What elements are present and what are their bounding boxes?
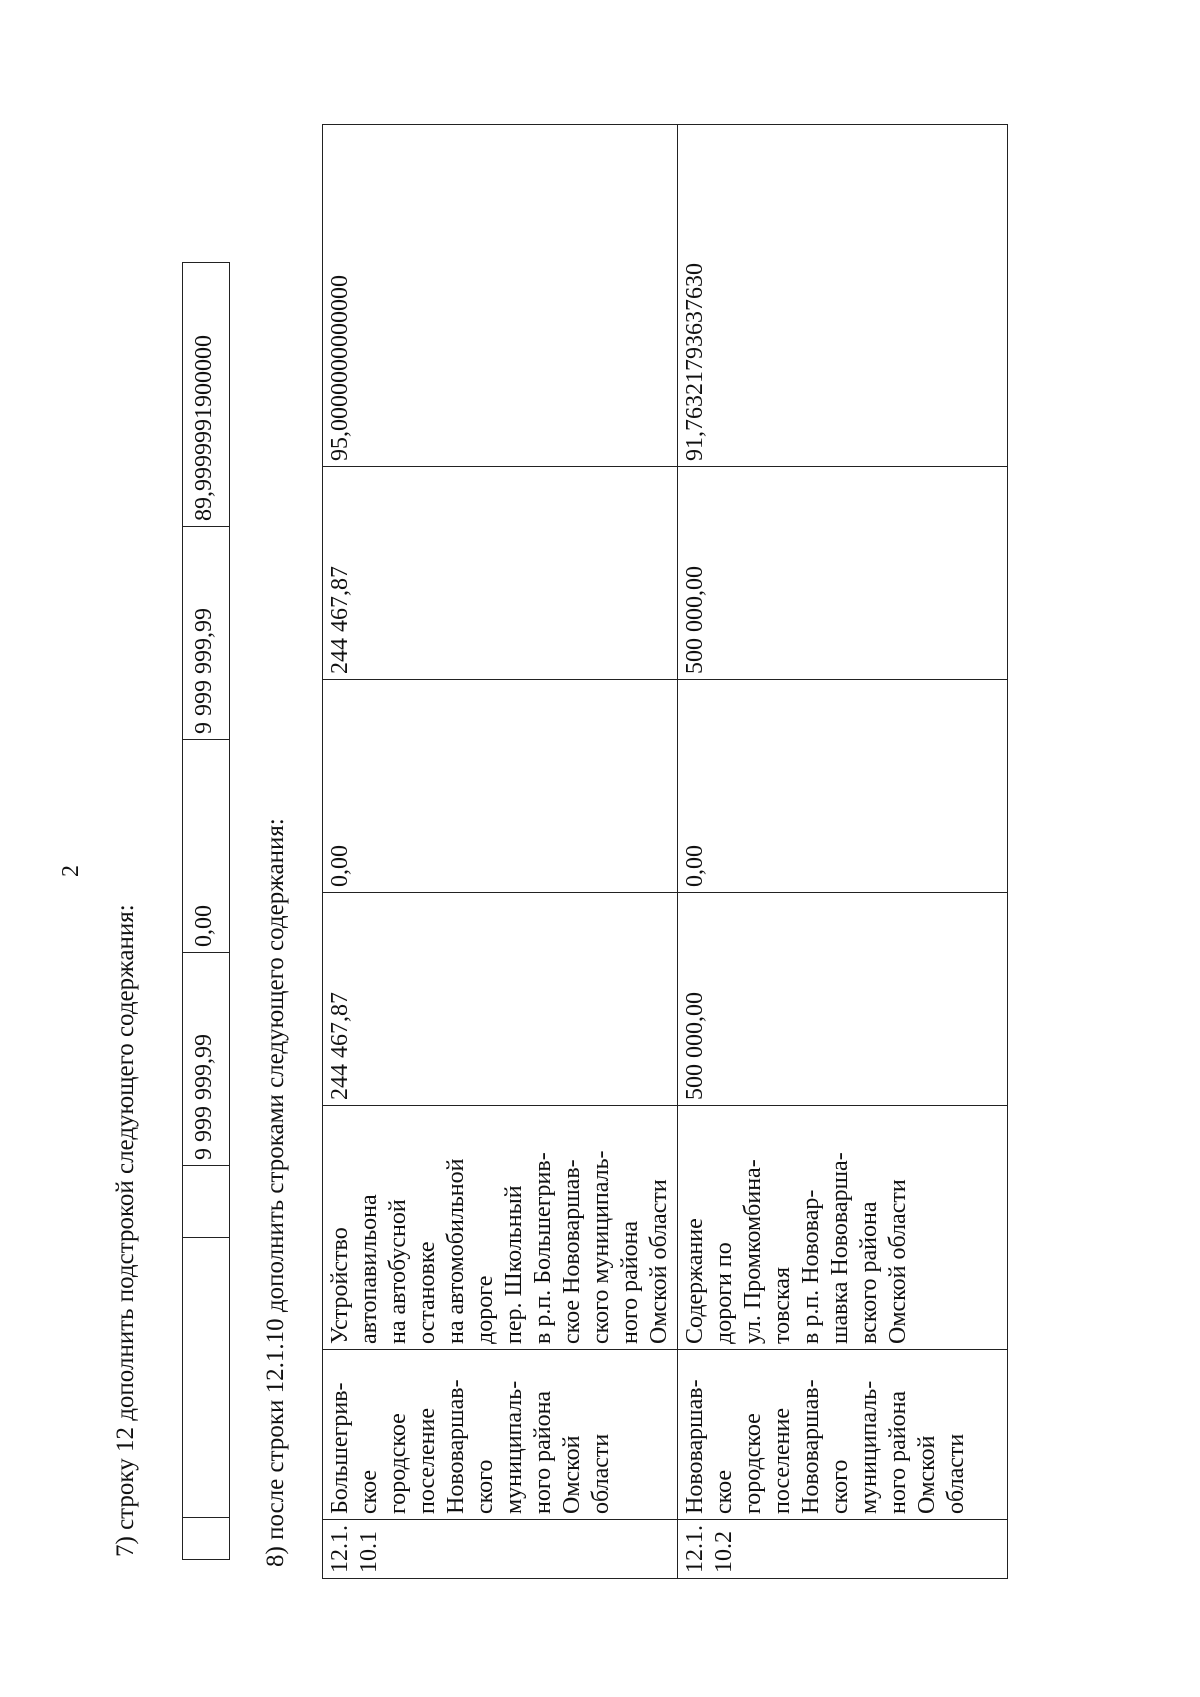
amount-2: 0,00: [678, 680, 1008, 893]
table-cell: [183, 1518, 230, 1560]
percent-value: 95,0000000000000: [323, 125, 678, 467]
amount-3: 500 000,00: [678, 467, 1008, 680]
row-number: 12.1. 10.1: [323, 1520, 678, 1579]
amount-1: 244 467,87: [323, 893, 678, 1106]
work-description: Устройство автопавильона на автобусной остановке на автомобильной дороге пер. Школьный в р.п. Большегрив- ское Нововаршав- ского муниципаль- ного района Омской области: [323, 1106, 678, 1350]
table-cell: 9 999 999,99: [183, 527, 230, 740]
table-row: [183, 263, 230, 1560]
table-new-rows: [322, 124, 1008, 1579]
table-cell: 0,00: [183, 740, 230, 953]
paragraph-7: 7) строку 12 дополнить подстрокой следующего содержания:: [112, 904, 139, 1557]
table-cell: 9 999 999,99: [183, 953, 230, 1166]
page-number: 2: [58, 865, 84, 877]
amount-3: 244 467,87: [323, 467, 678, 680]
settlement-name: Нововаршав- ское городское поселение Нововаршав- ского муниципаль- ного района Омской области: [678, 1350, 1008, 1520]
row-number: 12.1. 10.2: [678, 1520, 1008, 1579]
amount-2: 0,00: [323, 680, 678, 893]
percent-value: 91,76321793637630: [678, 125, 1008, 467]
table-row: [678, 125, 1008, 1579]
table-cell: [183, 1166, 230, 1238]
table-amendment-12: [182, 262, 230, 1560]
settlement-name: Большегрив- ское городское поселение Нововаршав- ского муниципаль- ного района Омской области: [323, 1350, 678, 1520]
work-description: Содержание дороги по ул. Промкомбина- товская в р.п. Нововар- шавка Нововарша- вского района Омской области: [678, 1106, 1008, 1350]
paragraph-8: 8) после строки 12.1.10 дополнить строками следующего содержания:: [262, 818, 289, 1567]
amount-1: 500 000,00: [678, 893, 1008, 1106]
table-row: [323, 125, 678, 1579]
table-cell: [183, 1238, 230, 1518]
table-cell: 89,9999991900000: [183, 263, 230, 527]
